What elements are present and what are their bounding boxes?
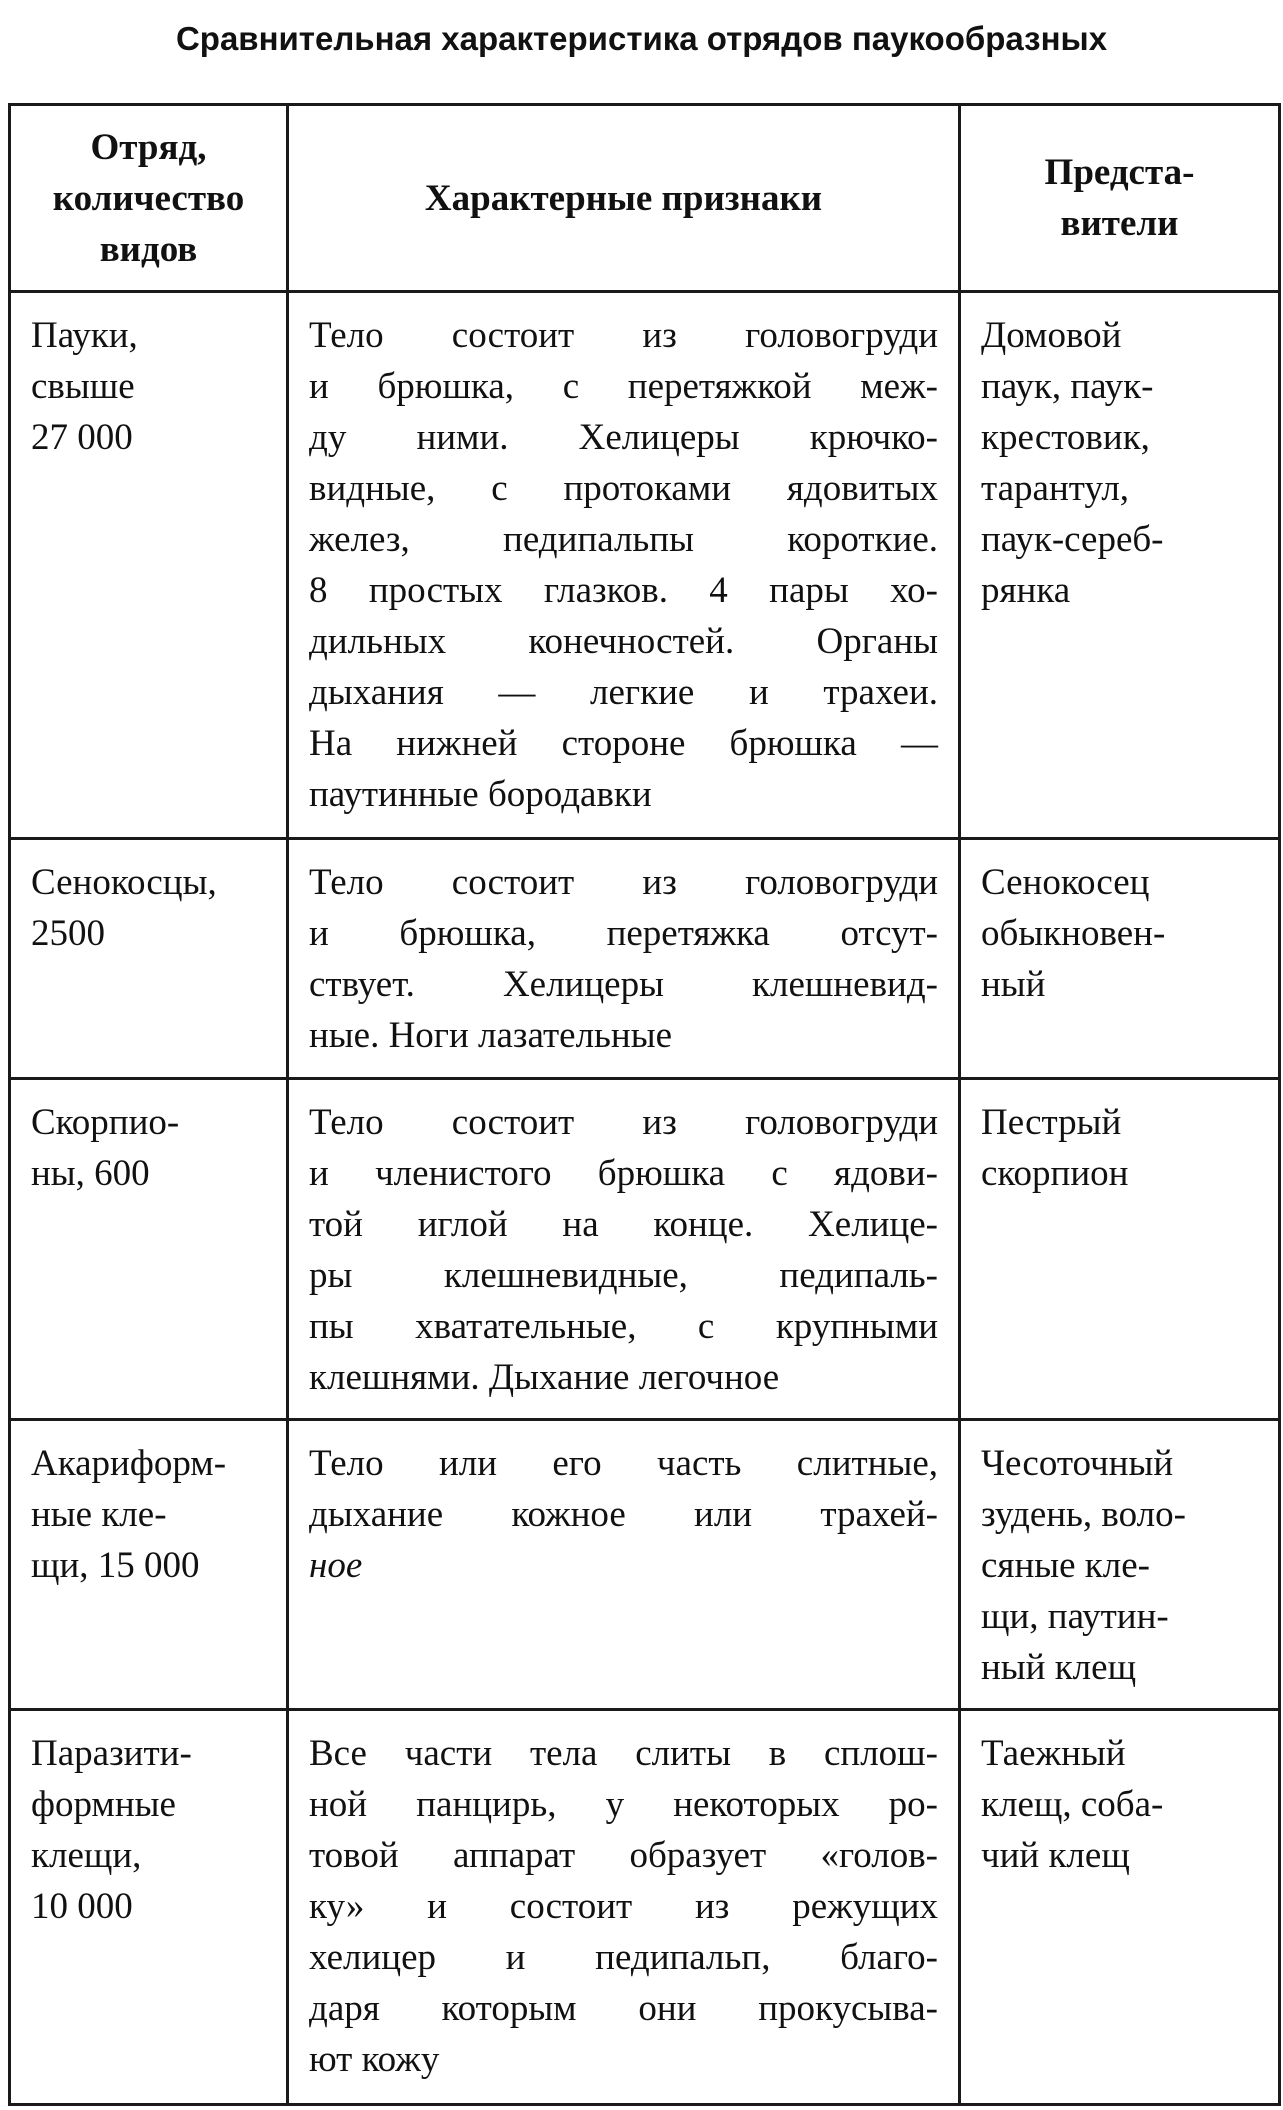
features-line: ры клешневидные, педипаль-: [309, 1255, 938, 1296]
features-line: дильных конечностей. Органы: [309, 621, 938, 662]
features-line: дыхания — легкие и трахеи.: [309, 672, 938, 713]
header-order-line: видов: [99, 228, 198, 270]
features-line: и членистого брюшка с ядови-: [309, 1153, 938, 1194]
features-line: хелицер и педипальп, благо-: [309, 1937, 938, 1978]
representatives-line: щи, паутин-: [981, 1596, 1169, 1637]
representatives-line: зудень, воло-: [981, 1494, 1186, 1535]
features-line: видные, с протоками ядовитых: [309, 468, 938, 509]
features-cell: [288, 839, 960, 1079]
features-cell: [288, 1420, 960, 1710]
order-cell: [10, 292, 288, 839]
representatives-line: паук, паук-: [981, 366, 1154, 407]
features-line: ное: [309, 1545, 363, 1586]
order-cell: [10, 1420, 288, 1710]
header-features-line: Характерные признаки: [424, 177, 823, 219]
representatives-line: Таежный: [981, 1733, 1126, 1774]
representatives-line: рянка: [981, 570, 1071, 611]
features-line: Тело состоит из головогруди: [309, 862, 938, 903]
features-line: Все части тела слиты в сплош-: [309, 1733, 938, 1774]
representatives-line: Домовой: [981, 315, 1122, 356]
table-row: [10, 1710, 1280, 2105]
order-line: Пауки,: [31, 315, 138, 356]
features-line: Тело состоит из головогруди: [309, 1102, 938, 1143]
features-line: На нижней стороне брюшка —: [309, 723, 938, 764]
representatives-line: обыкновен-: [981, 913, 1166, 954]
order-line: Скорпио-: [31, 1102, 180, 1143]
representatives-cell: [960, 1710, 1280, 2105]
representatives-line: клещ, соба-: [981, 1784, 1164, 1825]
representatives-cell: [960, 292, 1280, 839]
features-line: пы хватательные, с крупными: [309, 1306, 938, 1347]
representatives-line: паук-сереб-: [981, 519, 1164, 560]
representatives-line: сяные кле-: [981, 1545, 1150, 1586]
table-row: [10, 292, 1280, 839]
features-line: ные. Ноги лазательные: [309, 1015, 673, 1056]
representatives-line: Чесоточный: [981, 1443, 1174, 1484]
features-line: желез, педипальпы короткие.: [309, 519, 938, 560]
features-cell: [288, 1710, 960, 2105]
representatives-line: ный: [981, 964, 1046, 1005]
order-line: Паразити-: [31, 1733, 192, 1774]
order-line: формные: [31, 1784, 176, 1825]
order-line: ны, 600: [31, 1153, 150, 1194]
representatives-cell: [960, 1420, 1280, 1710]
features-line: и брюшка, перетяжка отсут-: [309, 913, 938, 954]
features-line: ду ними. Хелицеры крючко-: [309, 417, 938, 458]
order-line: 27 000: [31, 417, 133, 458]
order-line: свыше: [31, 366, 135, 407]
representatives-cell: [960, 1079, 1280, 1420]
features-line: ку» и состоит из режущих: [309, 1886, 938, 1927]
features-line: и брюшка, с перетяжкой меж-: [309, 366, 938, 407]
order-line: 10 000: [31, 1886, 133, 1927]
order-line: Сенокосцы,: [31, 862, 217, 903]
order-line: щи, 15 000: [31, 1545, 200, 1586]
representatives-cell: [960, 839, 1280, 1079]
features-line: ной панцирь, у некоторых ро-: [309, 1784, 938, 1825]
features-line: товой аппарат образует «голов-: [309, 1835, 938, 1876]
features-line: даря которым они прокусыва-: [309, 1988, 938, 2029]
representatives-line: Сенокосец: [981, 862, 1150, 903]
header-representatives-line: вители: [1060, 203, 1179, 244]
representatives-line: Пестрый: [981, 1102, 1122, 1143]
representatives-line: тарантул,: [981, 468, 1130, 509]
representatives-line: чий клещ: [981, 1835, 1130, 1876]
page-title: Сравнительная характеристика отрядов паукообразных: [175, 20, 1108, 57]
features-line: клешнями. Дыхание легочное: [309, 1357, 780, 1398]
features-line: ют кожу: [309, 2039, 440, 2080]
arachnid-orders-table: [8, 103, 1281, 2106]
order-line: клещи,: [31, 1835, 142, 1876]
order-line: 2500: [31, 913, 105, 954]
features-line: ствует. Хелицеры клешневид-: [309, 964, 938, 1005]
table-row: [10, 1079, 1280, 1420]
features-line: дыхание кожное или трахей-: [309, 1494, 938, 1535]
order-cell: [10, 1710, 288, 2105]
order-line: ные кле-: [31, 1494, 167, 1535]
features-line: той иглой на конце. Хелице-: [309, 1204, 938, 1245]
representatives-line: ный клещ: [981, 1647, 1137, 1688]
features-cell: [288, 1079, 960, 1420]
header-representatives-line: Предста-: [1044, 152, 1195, 193]
table-row: [10, 1420, 1280, 1710]
table-row: [10, 839, 1280, 1079]
header-order-line: количество: [52, 177, 245, 219]
representatives-line: скорпион: [981, 1153, 1129, 1194]
features-line: Тело или его часть слитные,: [309, 1443, 938, 1484]
features-line: паутинные бородавки: [309, 774, 652, 815]
header-order: [10, 105, 288, 292]
header-order-line: Отряд,: [90, 126, 207, 168]
order-cell: [10, 839, 288, 1079]
order-cell: [10, 1079, 288, 1420]
features-line: Тело состоит из головогруди: [309, 315, 938, 356]
header-representatives: [960, 105, 1280, 292]
representatives-line: крестовик,: [981, 417, 1150, 458]
features-line: 8 простых глазков. 4 пары хо-: [309, 570, 938, 611]
order-line: Акариформ-: [31, 1443, 227, 1484]
features-cell: [288, 292, 960, 839]
header-row: [10, 105, 1280, 292]
header-features: [288, 105, 960, 292]
